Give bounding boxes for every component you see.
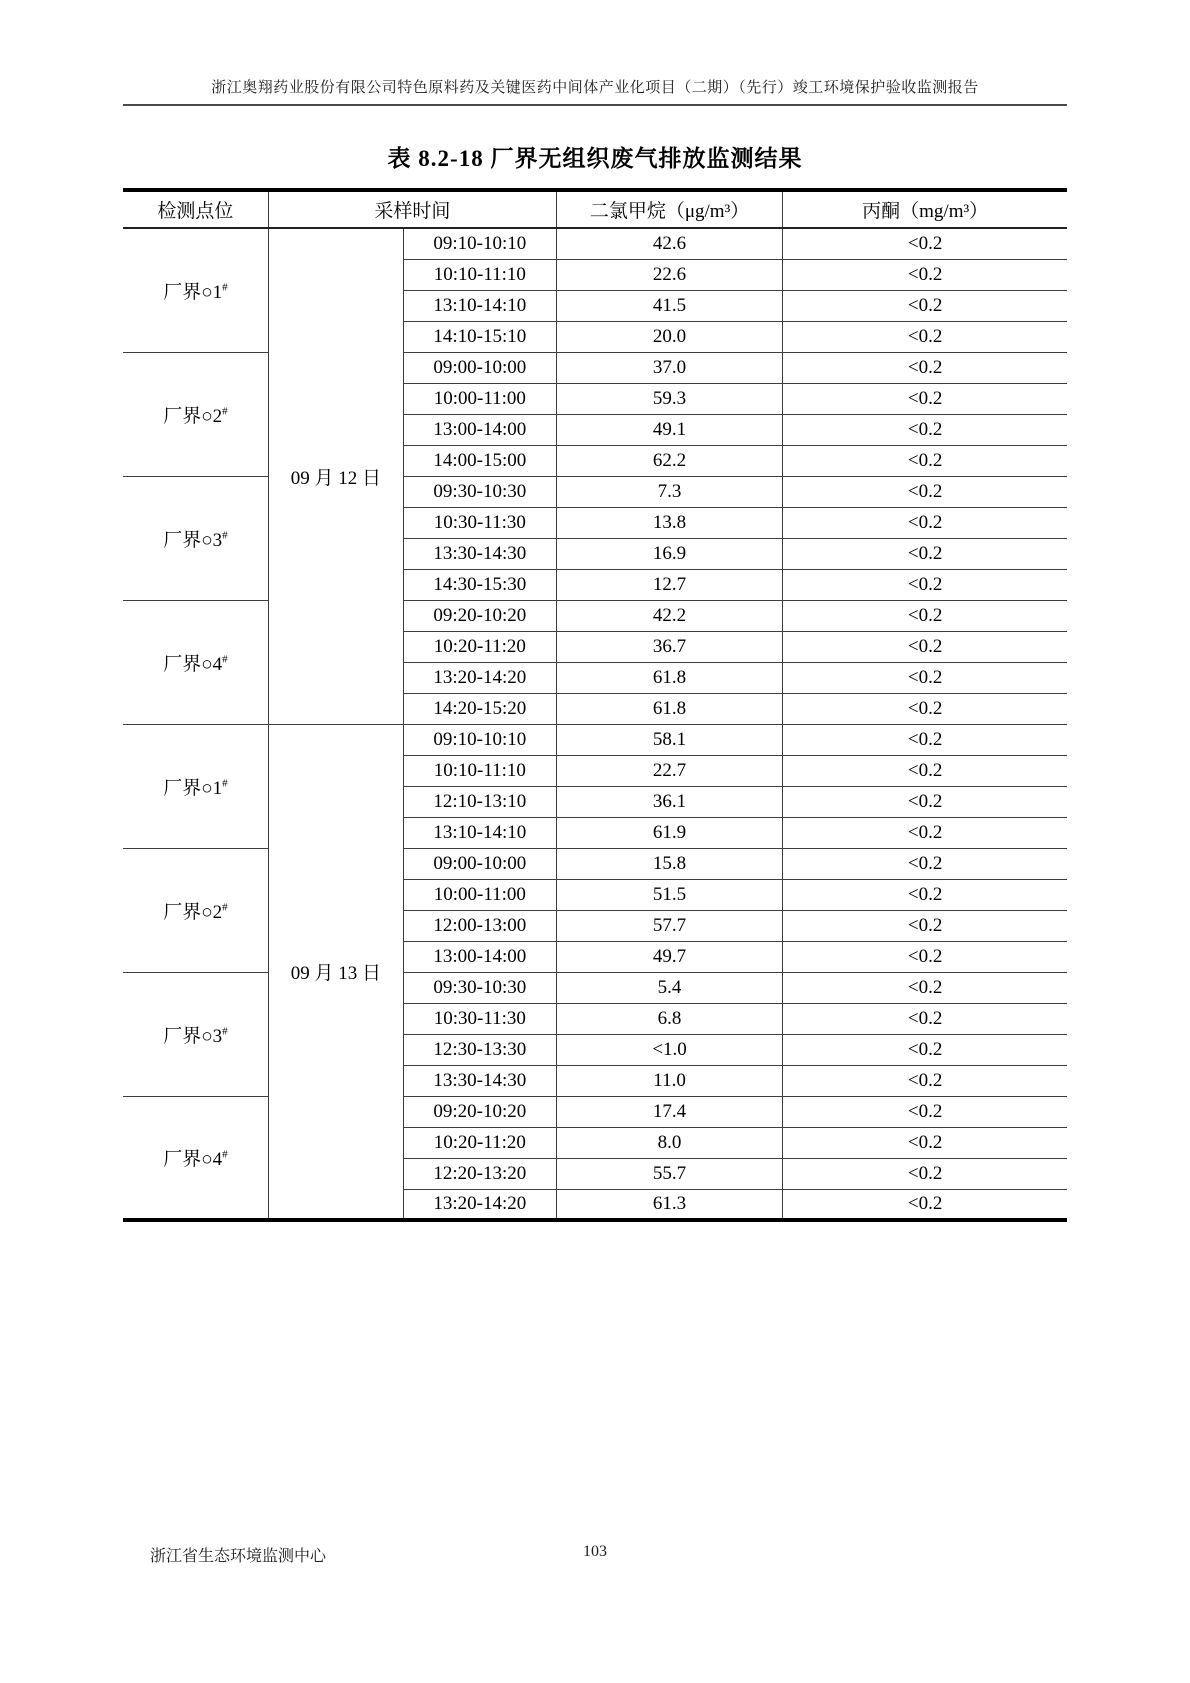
monitoring-point-label: 厂界○1 bbox=[163, 777, 223, 799]
monitoring-point-superscript: # bbox=[222, 1025, 228, 1038]
monitoring-point-cell bbox=[123, 476, 268, 600]
dcm-value-cell: 58.1 bbox=[556, 724, 783, 755]
dcm-value-cell: 41.5 bbox=[556, 290, 783, 321]
monitoring-point-label: 厂界○4 bbox=[163, 1148, 223, 1170]
acetone-value-cell: <0.2 bbox=[783, 848, 1067, 879]
sampling-time-cell: 13:30-14:30 bbox=[403, 538, 556, 569]
acetone-value-cell: <0.2 bbox=[783, 1096, 1067, 1127]
monitoring-point-label: 厂界○2 bbox=[163, 901, 223, 923]
dcm-value-cell: 7.3 bbox=[556, 476, 783, 507]
acetone-value-cell: <0.2 bbox=[783, 693, 1067, 724]
page-footer bbox=[123, 1543, 1067, 1565]
column-header-monitoring-point: 检测点位 bbox=[123, 190, 268, 228]
document-header bbox=[123, 0, 1067, 106]
sampling-time-cell: 13:20-14:20 bbox=[403, 1189, 556, 1220]
sampling-time-cell: 10:10-11:10 bbox=[403, 259, 556, 290]
acetone-value-cell: <0.2 bbox=[783, 972, 1067, 1003]
acetone-value-cell: <0.2 bbox=[783, 600, 1067, 631]
sampling-time-cell: 10:20-11:20 bbox=[403, 631, 556, 662]
sampling-time-cell: 14:30-15:30 bbox=[403, 569, 556, 600]
acetone-value-cell: <0.2 bbox=[783, 1065, 1067, 1096]
acetone-value-cell: <0.2 bbox=[783, 662, 1067, 693]
column-header-dichloromethane: 二氯甲烷（μg/m³） bbox=[556, 190, 783, 228]
table-row bbox=[123, 228, 1067, 259]
page-content bbox=[123, 0, 1067, 1222]
dcm-value-cell: 6.8 bbox=[556, 1003, 783, 1034]
acetone-value-cell: <0.2 bbox=[783, 786, 1067, 817]
footer-page-number: 103 bbox=[583, 1543, 607, 1560]
monitoring-point-superscript: # bbox=[222, 529, 228, 542]
monitoring-point-cell bbox=[123, 1096, 268, 1220]
sampling-time-cell: 09:30-10:30 bbox=[403, 972, 556, 1003]
sampling-time-cell: 13:20-14:20 bbox=[403, 662, 556, 693]
sampling-date-cell: 09 月 12 日 bbox=[268, 228, 403, 724]
dcm-value-cell: 36.7 bbox=[556, 631, 783, 662]
dcm-value-cell: 11.0 bbox=[556, 1065, 783, 1096]
sampling-time-cell: 13:30-14:30 bbox=[403, 1065, 556, 1096]
table-row bbox=[123, 1096, 1067, 1127]
acetone-value-cell: <0.2 bbox=[783, 941, 1067, 972]
monitoring-point-label: 厂界○3 bbox=[163, 529, 223, 551]
sampling-time-cell: 12:10-13:10 bbox=[403, 786, 556, 817]
acetone-value-cell: <0.2 bbox=[783, 507, 1067, 538]
acetone-value-cell: <0.2 bbox=[783, 538, 1067, 569]
dcm-value-cell: 16.9 bbox=[556, 538, 783, 569]
dcm-value-cell: 49.7 bbox=[556, 941, 783, 972]
acetone-value-cell: <0.2 bbox=[783, 321, 1067, 352]
acetone-value-cell: <0.2 bbox=[783, 414, 1067, 445]
dcm-value-cell: 61.8 bbox=[556, 693, 783, 724]
dcm-value-cell: 51.5 bbox=[556, 879, 783, 910]
dcm-value-cell: 13.8 bbox=[556, 507, 783, 538]
dcm-value-cell: 17.4 bbox=[556, 1096, 783, 1127]
acetone-value-cell: <0.2 bbox=[783, 817, 1067, 848]
dcm-value-cell: 22.6 bbox=[556, 259, 783, 290]
monitoring-point-superscript: # bbox=[222, 901, 228, 914]
table-title: 表 8.2-18 厂界无组织废气排放监测结果 bbox=[387, 146, 803, 171]
dcm-value-cell: 22.7 bbox=[556, 755, 783, 786]
column-header-sampling-time: 采样时间 bbox=[268, 190, 556, 228]
sampling-time-cell: 10:30-11:30 bbox=[403, 507, 556, 538]
dcm-value-cell: 55.7 bbox=[556, 1158, 783, 1189]
acetone-value-cell: <0.2 bbox=[783, 755, 1067, 786]
dcm-value-cell: 5.4 bbox=[556, 972, 783, 1003]
acetone-value-cell: <0.2 bbox=[783, 383, 1067, 414]
dcm-value-cell: 15.8 bbox=[556, 848, 783, 879]
sampling-time-cell: 14:20-15:20 bbox=[403, 693, 556, 724]
monitoring-point-cell bbox=[123, 600, 268, 724]
dcm-value-cell: 61.8 bbox=[556, 662, 783, 693]
document-header-text: 浙江奥翔药业股份有限公司特色原料药及关键医药中间体产业化项目（二期）（先行）竣工环境保护验收监测报告 bbox=[123, 76, 1067, 106]
dcm-value-cell: 61.9 bbox=[556, 817, 783, 848]
sampling-time-cell: 09:30-10:30 bbox=[403, 476, 556, 507]
sampling-time-cell: 09:10-10:10 bbox=[403, 724, 556, 755]
acetone-value-cell: <0.2 bbox=[783, 1127, 1067, 1158]
monitoring-point-superscript: # bbox=[222, 1148, 228, 1161]
table-row bbox=[123, 848, 1067, 879]
monitoring-results-table bbox=[123, 188, 1067, 1222]
sampling-time-cell: 12:00-13:00 bbox=[403, 910, 556, 941]
sampling-date-cell: 09 月 13 日 bbox=[268, 724, 403, 1220]
table-row bbox=[123, 600, 1067, 631]
sampling-time-cell: 13:10-14:10 bbox=[403, 290, 556, 321]
dcm-value-cell: <1.0 bbox=[556, 1034, 783, 1065]
sampling-time-cell: 09:20-10:20 bbox=[403, 1096, 556, 1127]
table-body bbox=[123, 228, 1067, 1220]
monitoring-point-cell bbox=[123, 972, 268, 1096]
acetone-value-cell: <0.2 bbox=[783, 569, 1067, 600]
dcm-value-cell: 42.2 bbox=[556, 600, 783, 631]
dcm-value-cell: 8.0 bbox=[556, 1127, 783, 1158]
sampling-time-cell: 09:00-10:00 bbox=[403, 352, 556, 383]
table-row bbox=[123, 972, 1067, 1003]
monitoring-point-label: 厂界○3 bbox=[163, 1025, 223, 1047]
acetone-value-cell: <0.2 bbox=[783, 1034, 1067, 1065]
dcm-value-cell: 37.0 bbox=[556, 352, 783, 383]
monitoring-point-cell bbox=[123, 352, 268, 476]
acetone-value-cell: <0.2 bbox=[783, 1003, 1067, 1034]
table-header-row bbox=[123, 190, 1067, 228]
monitoring-point-superscript: # bbox=[222, 405, 228, 418]
sampling-time-cell: 13:00-14:00 bbox=[403, 941, 556, 972]
acetone-value-cell: <0.2 bbox=[783, 259, 1067, 290]
acetone-value-cell: <0.2 bbox=[783, 1189, 1067, 1220]
sampling-time-cell: 10:00-11:00 bbox=[403, 383, 556, 414]
sampling-time-cell: 13:00-14:00 bbox=[403, 414, 556, 445]
dcm-value-cell: 42.6 bbox=[556, 228, 783, 259]
monitoring-point-cell bbox=[123, 848, 268, 972]
sampling-time-cell: 10:00-11:00 bbox=[403, 879, 556, 910]
dcm-value-cell: 12.7 bbox=[556, 569, 783, 600]
monitoring-point-superscript: # bbox=[222, 777, 228, 790]
acetone-value-cell: <0.2 bbox=[783, 724, 1067, 755]
table-row bbox=[123, 724, 1067, 755]
acetone-value-cell: <0.2 bbox=[783, 352, 1067, 383]
dcm-value-cell: 20.0 bbox=[556, 321, 783, 352]
sampling-time-cell: 10:20-11:20 bbox=[403, 1127, 556, 1158]
sampling-time-cell: 09:10-10:10 bbox=[403, 228, 556, 259]
footer-organization: 浙江省生态环境监测中心 bbox=[150, 1548, 327, 1565]
acetone-value-cell: <0.2 bbox=[783, 910, 1067, 941]
monitoring-point-cell bbox=[123, 724, 268, 848]
sampling-time-cell: 14:00-15:00 bbox=[403, 445, 556, 476]
sampling-time-cell: 09:20-10:20 bbox=[403, 600, 556, 631]
table-header bbox=[123, 190, 1067, 228]
dcm-value-cell: 59.3 bbox=[556, 383, 783, 414]
table-row bbox=[123, 352, 1067, 383]
sampling-time-cell: 13:10-14:10 bbox=[403, 817, 556, 848]
monitoring-point-label: 厂界○4 bbox=[163, 653, 223, 675]
column-header-acetone: 丙酮（mg/m³） bbox=[783, 190, 1067, 228]
monitoring-point-label: 厂界○1 bbox=[163, 281, 223, 303]
table-row bbox=[123, 476, 1067, 507]
monitoring-point-superscript: # bbox=[222, 653, 228, 666]
sampling-time-cell: 14:10-15:10 bbox=[403, 321, 556, 352]
acetone-value-cell: <0.2 bbox=[783, 290, 1067, 321]
dcm-value-cell: 36.1 bbox=[556, 786, 783, 817]
acetone-value-cell: <0.2 bbox=[783, 476, 1067, 507]
sampling-time-cell: 10:30-11:30 bbox=[403, 1003, 556, 1034]
dcm-value-cell: 57.7 bbox=[556, 910, 783, 941]
sampling-time-cell: 12:20-13:20 bbox=[403, 1158, 556, 1189]
dcm-value-cell: 61.3 bbox=[556, 1189, 783, 1220]
acetone-value-cell: <0.2 bbox=[783, 445, 1067, 476]
acetone-value-cell: <0.2 bbox=[783, 631, 1067, 662]
monitoring-point-label: 厂界○2 bbox=[163, 405, 223, 427]
sampling-time-cell: 09:00-10:00 bbox=[403, 848, 556, 879]
dcm-value-cell: 49.1 bbox=[556, 414, 783, 445]
acetone-value-cell: <0.2 bbox=[783, 879, 1067, 910]
monitoring-point-cell bbox=[123, 228, 268, 352]
sampling-time-cell: 10:10-11:10 bbox=[403, 755, 556, 786]
acetone-value-cell: <0.2 bbox=[783, 228, 1067, 259]
acetone-value-cell: <0.2 bbox=[783, 1158, 1067, 1189]
monitoring-point-superscript: # bbox=[222, 281, 228, 294]
dcm-value-cell: 62.2 bbox=[556, 445, 783, 476]
sampling-time-cell: 12:30-13:30 bbox=[403, 1034, 556, 1065]
